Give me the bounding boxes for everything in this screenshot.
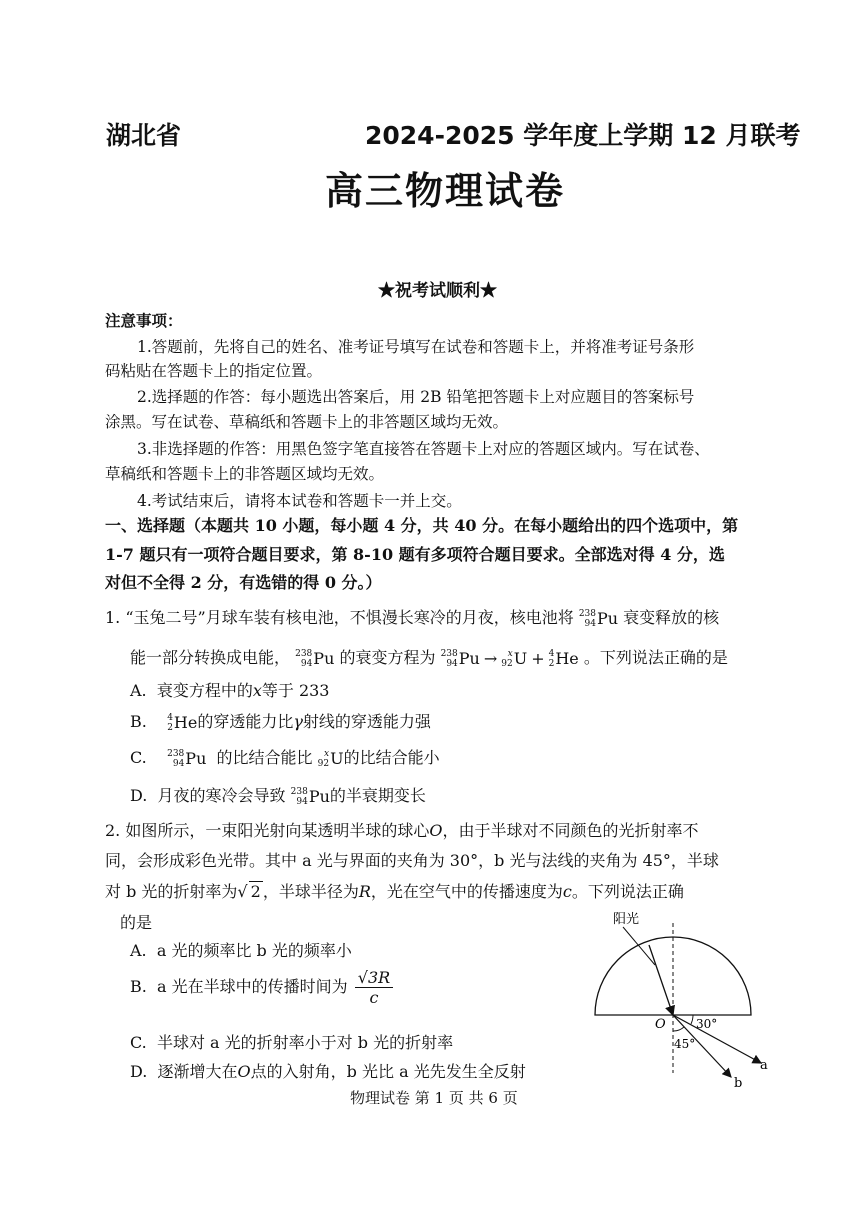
notice-line: 2.选择题的作答：每小题选出答案后，用 2B 铅笔把答题卡上对应题目的答案标号 bbox=[137, 388, 695, 406]
decay-equation: 238 94 Pu → x 92 U + 4 2 He bbox=[440, 648, 579, 669]
notice-line: 码粘贴在答题卡上的指定位置。 bbox=[105, 362, 323, 380]
q2-line-3: 对 b 光的折射率为√ 2 ，半球半径为R，光在空气中的传播速度为c。下列说法正确 bbox=[105, 882, 684, 901]
pu-nuclide: 238 94 Pu bbox=[578, 608, 619, 629]
notice-line: 涂黑。写在试卷、草稿纸和答题卡上的非答题区域均无效。 bbox=[105, 413, 509, 431]
notice-line: 草稿纸和答题卡上的非答题区域均无效。 bbox=[105, 465, 385, 483]
q2-option-d: D. 逐渐增大在O点的入射角，b 光比 a 光先发生全反射 bbox=[130, 1062, 526, 1081]
q1-option-d: D. 月夜的寒冷会导致 238 94 Pu 的半衰期变长 bbox=[130, 786, 426, 807]
section-heading: 一、选择题（本题共 10 小题，每小题 4 分，共 40 分。在每小题给出的四个选项中，第 bbox=[105, 516, 739, 535]
sunlight-label: 阳光 bbox=[613, 912, 640, 927]
q2-line-1: 2. 如图所示，一束阳光射向某透明半球的球心O，由于半球对不同颜色的光折射率不 bbox=[105, 821, 699, 840]
q2-option-c: C. 半球对 a 光的折射率小于对 b 光的折射率 bbox=[130, 1033, 454, 1052]
q1-option-c: C. 238 94 Pu 的比结合能比 x 92 U 的比结合能小 bbox=[130, 748, 440, 769]
section-heading: 1-7 题只有一项符合题目要求，第 8-10 题有多项符合题目要求。全部选对得 4 分，选 bbox=[105, 545, 725, 564]
pu-nuclide: 238 94 Pu bbox=[295, 648, 335, 669]
ray-a-label: a bbox=[760, 1058, 768, 1073]
section-heading: 对但不全得 2 分，有选错的得 0 分。） bbox=[105, 573, 382, 592]
q1-line-2: 能一部分转换成电能， 238 94 Pu 的衰变方程为 238 94 Pu → x 92 U + 4 2 He 。下列说法正确的是 bbox=[130, 648, 728, 669]
notice-line: 4.考试结束后，请将本试卷和答题卡一并上交。 bbox=[137, 492, 462, 510]
notice-heading: 注意事项： bbox=[105, 311, 183, 330]
q2-line-2: 同，会形成彩色光带。其中 a 光与界面的夹角为 30°，b 光与法线的夹角为 45°，半球 bbox=[105, 851, 719, 870]
time-fraction: $\frac{√3R}{c}$ bbox=[355, 968, 393, 1007]
province: 湖北省 bbox=[106, 121, 182, 150]
angle-30-label: 30° bbox=[696, 1017, 718, 1031]
page-footer: 物理试卷 第 1 页 共 6 页 bbox=[350, 1089, 518, 1107]
notice-line: 3.非选择题的作答：用黑色签字笔直接答在答题卡上对应的答题区域内。写在试卷、 bbox=[137, 440, 710, 458]
q1-line-1: 1. “玉兔二号”月球车装有核电池，不惧漫长寒冷的月夜，核电池将 238 94 Pu 衰变释放的核 bbox=[105, 608, 720, 629]
hemisphere-figure bbox=[585, 905, 785, 1095]
center-o-label: O bbox=[655, 1017, 666, 1032]
q1-option-b: B. 4 2 He 的穿透能力比γ射线的穿透能力强 bbox=[130, 712, 431, 733]
q2-option-a: A. a 光的频率比 b 光的频率小 bbox=[130, 941, 352, 960]
sunlight-label-leader bbox=[623, 927, 655, 965]
q1-option-a: A. 衰变方程中的x等于 233 bbox=[130, 681, 330, 700]
q2-option-b: B. a 光在半球中的传播时间为 $\frac{√3R}{c}$ bbox=[130, 968, 395, 1007]
blessing: ★祝考试顺利★ bbox=[378, 281, 497, 301]
exam-name: 2024-2025 学年度上学期 12 月联考 bbox=[365, 121, 801, 150]
angle-45-label: 45° bbox=[674, 1037, 696, 1051]
q2-line-4: 的是 bbox=[120, 913, 153, 932]
page-title: 高三物理试卷 bbox=[325, 169, 566, 213]
ray-b-label: b bbox=[734, 1076, 743, 1091]
notice-line: 1.答题前，先将自己的姓名、准考证号填写在试卷和答题卡上，并将准考证号条形 bbox=[137, 338, 695, 356]
incident-ray bbox=[649, 945, 673, 1015]
